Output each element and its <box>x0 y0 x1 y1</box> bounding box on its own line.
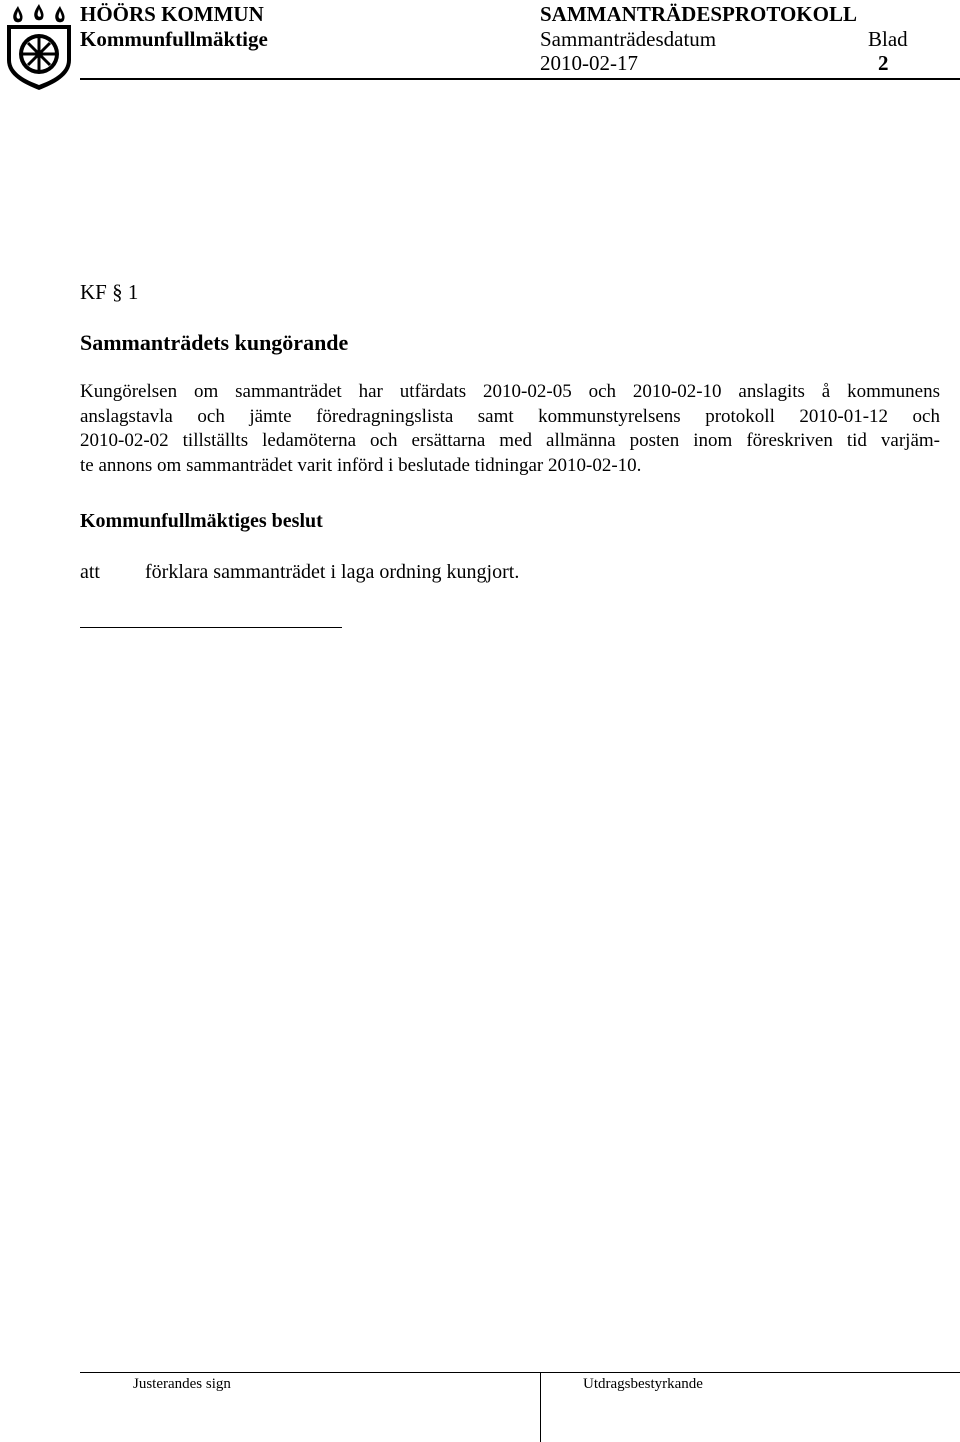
meeting-date-value: 2010-02-17 <box>540 51 638 75</box>
decision-keyword: att <box>80 561 100 583</box>
paragraph-line: te annons om sammanträdet varit införd i beslutade tidningar 2010-02-10. <box>80 454 642 476</box>
section-title: Sammanträdets kungörande <box>80 330 349 355</box>
municipal-coat-of-arms-icon <box>4 2 74 92</box>
paragraph-line: 2010-02-02 tillställts ledamöterna och ersättarna med allmänna posten inom föreskriven tid varjäm- <box>80 430 940 451</box>
announcement-paragraph <box>80 380 940 478</box>
section-end-rule <box>80 627 342 628</box>
page-number: 2 <box>878 51 889 75</box>
decision-heading: Kommunfullmäktiges beslut <box>80 510 323 532</box>
body-name: Kommunfullmäktige <box>80 27 268 51</box>
org-name: HÖÖRS KOMMUN <box>80 2 264 26</box>
page-label: Blad <box>868 27 908 51</box>
paragraph-line: anslagstavla och jämte föredragningslista samt kommunstyrelsens protokoll 2010-01-12 och <box>80 405 940 427</box>
paragraph-line: Kungörelsen om sammanträdet har utfärdats 2010-02-05 och 2010-02-10 anslagits å kommunens <box>80 381 940 402</box>
adjuster-signature-label: Justerandes sign <box>133 1376 231 1392</box>
meeting-date-label: Sammanträdesdatum <box>540 27 717 51</box>
document-type: SAMMANTRÄDESPROTOKOLL <box>540 2 857 26</box>
footer-divider <box>80 1372 960 1373</box>
decision-text: förklara sammanträdet i laga ordning kungjort. <box>145 561 520 583</box>
header-divider <box>80 78 960 80</box>
paragraph-reference: KF § 1 <box>80 280 139 304</box>
footer-column-divider <box>540 1372 541 1442</box>
extract-certification-label: Utdragsbestyrkande <box>583 1376 703 1392</box>
